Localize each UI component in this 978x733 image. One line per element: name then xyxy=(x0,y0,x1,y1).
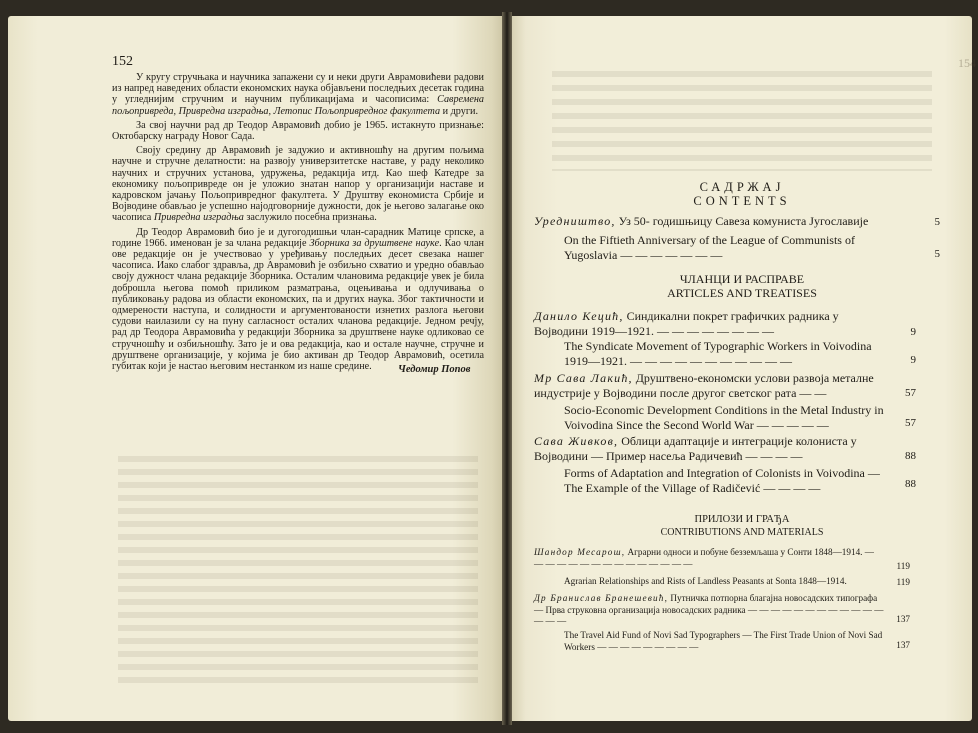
toc-page-number: 5 xyxy=(934,248,940,260)
toc-page-number: 57 xyxy=(905,387,916,399)
toc-entry: The Travel Aid Fund of Novi Sad Typographers — The First Trade Union of Novi Sad Workers — — — — — — — — — xyxy=(564,630,883,652)
toc-page-number: 5 xyxy=(934,216,940,228)
page-number: 154 xyxy=(958,56,976,70)
section-title-cyrillic: ПРИЛОЗИ И ГРАЂА xyxy=(694,514,790,525)
body-text xyxy=(112,72,484,375)
right-page xyxy=(512,16,976,721)
toc-entry: The Syndicate Movement of Typographic Workers in Voivodina 1919—1921. — — — — — — — — — — — xyxy=(564,339,872,368)
toc-entry: Сава Живков, Облици адаптације и интеграције колониста у Војводини — Пример насеља Радичевић — — — — xyxy=(534,434,857,463)
bleed-through-text xyxy=(552,71,932,171)
paragraph: За свој научни рад др Теодор Аврамовић добио је 1965. истакнуто признање: Октобарску награду Новог Сада. xyxy=(112,119,484,143)
toc-entry: On the Fiftieth Anniversary of the League of Communists of Yugoslavia — — — — — — — xyxy=(564,233,855,262)
toc-entry: Др Бранислав Бранешевић, Путничка потпорна благајна новосадских типографа — Прва струковна организација новосадских радника — — — — — — — — — — — — — — — xyxy=(534,593,884,626)
page-number: 152 xyxy=(112,54,133,69)
toc-page-number: 88 xyxy=(905,478,916,490)
signature: Чедомир Попов xyxy=(398,364,471,375)
paragraph: Своју средину др Аврамовић је задужио и активношћу на другим пољима научне и стручне делатности: на развоју универзитетске наставе, у раду неколико научних и стручних установа, удружења, редакција итд. Као шеф Катедре за економику пољопривреде он је уложио знатан напор у организацији наставе и кадровском јачању Пољопривредног факултета. У Друштву економиста Србије и Војводине обављао је успешно најодговорније дужности, док је његово залагање око часописа Привредна изградња заслужило посебна признања. xyxy=(112,145,484,224)
toc-page-number: 119 xyxy=(896,561,910,571)
toc-title-cyrillic: САДРЖАЈ xyxy=(699,180,785,194)
toc-entry: Данило Кецић, Синдикални покрет графичких радника у Војводини 1919—1921. — — — — — — — — xyxy=(534,309,839,338)
toc-entry: Socio-Economic Development Conditions in the Metal Industry in Voivodina Since the Second World War — — — — — xyxy=(564,403,884,432)
section-title-latin: CONTRIBUTIONS AND MATERIALS xyxy=(660,527,824,538)
toc-page-number: 88 xyxy=(905,450,916,462)
left-page xyxy=(8,16,502,721)
toc-title-latin: CONTENTS xyxy=(693,194,791,208)
toc-entry: Мр Сава Лакић, Друштвено-економски услови развоја металне индустрије у Војводини после другог светског рата — — xyxy=(534,371,874,400)
toc-entry: Forms of Adaptation and Integration of Colonists in Voivodina — The Example of the Village of Radičević — — — — xyxy=(564,466,880,495)
section-title-latin: ARTICLES AND TREATISES xyxy=(667,286,817,300)
paragraph: Др Теодор Аврамовић био је и дугогодишњи члан-сарадник Матице српске, а године 1966. именован је за члана редакције Зборника за друштвене науке. Као члан ове редакције он је учествовао у уређивању последњих десет свезака нашег часописа. Иако слабог здравља, др Аврамовић је озбиљно схватио и уредно обављао своју дужност члана редакције Зборника. Осталим члановима редакције увек је била доброшла његова помоћ приликом разматрања, оцењивања и одлучивања о публиковању радова из области економских, па и других наука. Због тактичности и одмерености наступа, и солидности и аргументованости изнетих разлога његови судови наилазили су на пуну сагласност осталих чланова редакције. Једном речју, рад др Теодора Аврамовића у редакцији Зборника за друштвене науке одликовао се стручношћу и озбиљношћу. Зато је и ова редакција, као и остале научне, стручне и друштвене организације, у којима је био активан др Теодор Аврамовић, осетила губитак који је настао његовим нестанком из наше средине. xyxy=(112,226,484,373)
paragraph: У кругу стручњака и научника запажени су и неки други Аврамовићеви радови из напред наведених области економских наука објављени последњих десетак година у угледнијим стручним и научним публикацијама и часописима: Савремена пољопривреда, Привредна изградња, Летопис Пољопривредног факултета и други. xyxy=(112,72,484,117)
toc-page-number: 9 xyxy=(910,354,916,366)
toc-entry: Уредништво, Уз 50- годишњицу Савеза комуниста Југославије xyxy=(534,214,869,228)
bleed-through-text xyxy=(118,456,478,686)
book-gutter xyxy=(502,12,512,725)
toc-entry: Шандор Месарош, Аграрни односи и побуне безземљаша у Сонти 1848—1914. — — — — — — — — — — — — — — — xyxy=(534,547,874,569)
section-title-cyrillic: ЧЛАНЦИ И РАСПРАВЕ xyxy=(679,272,805,286)
toc-page-number: 119 xyxy=(896,577,910,587)
toc-page-number: 137 xyxy=(896,614,910,624)
toc-page-number: 137 xyxy=(896,640,910,650)
toc-page-number: 57 xyxy=(905,417,916,429)
toc-page-number: 9 xyxy=(910,326,916,338)
toc-entry: Agrarian Relationships and Rists of Landless Peasants at Sonta 1848—1914. xyxy=(564,576,847,586)
